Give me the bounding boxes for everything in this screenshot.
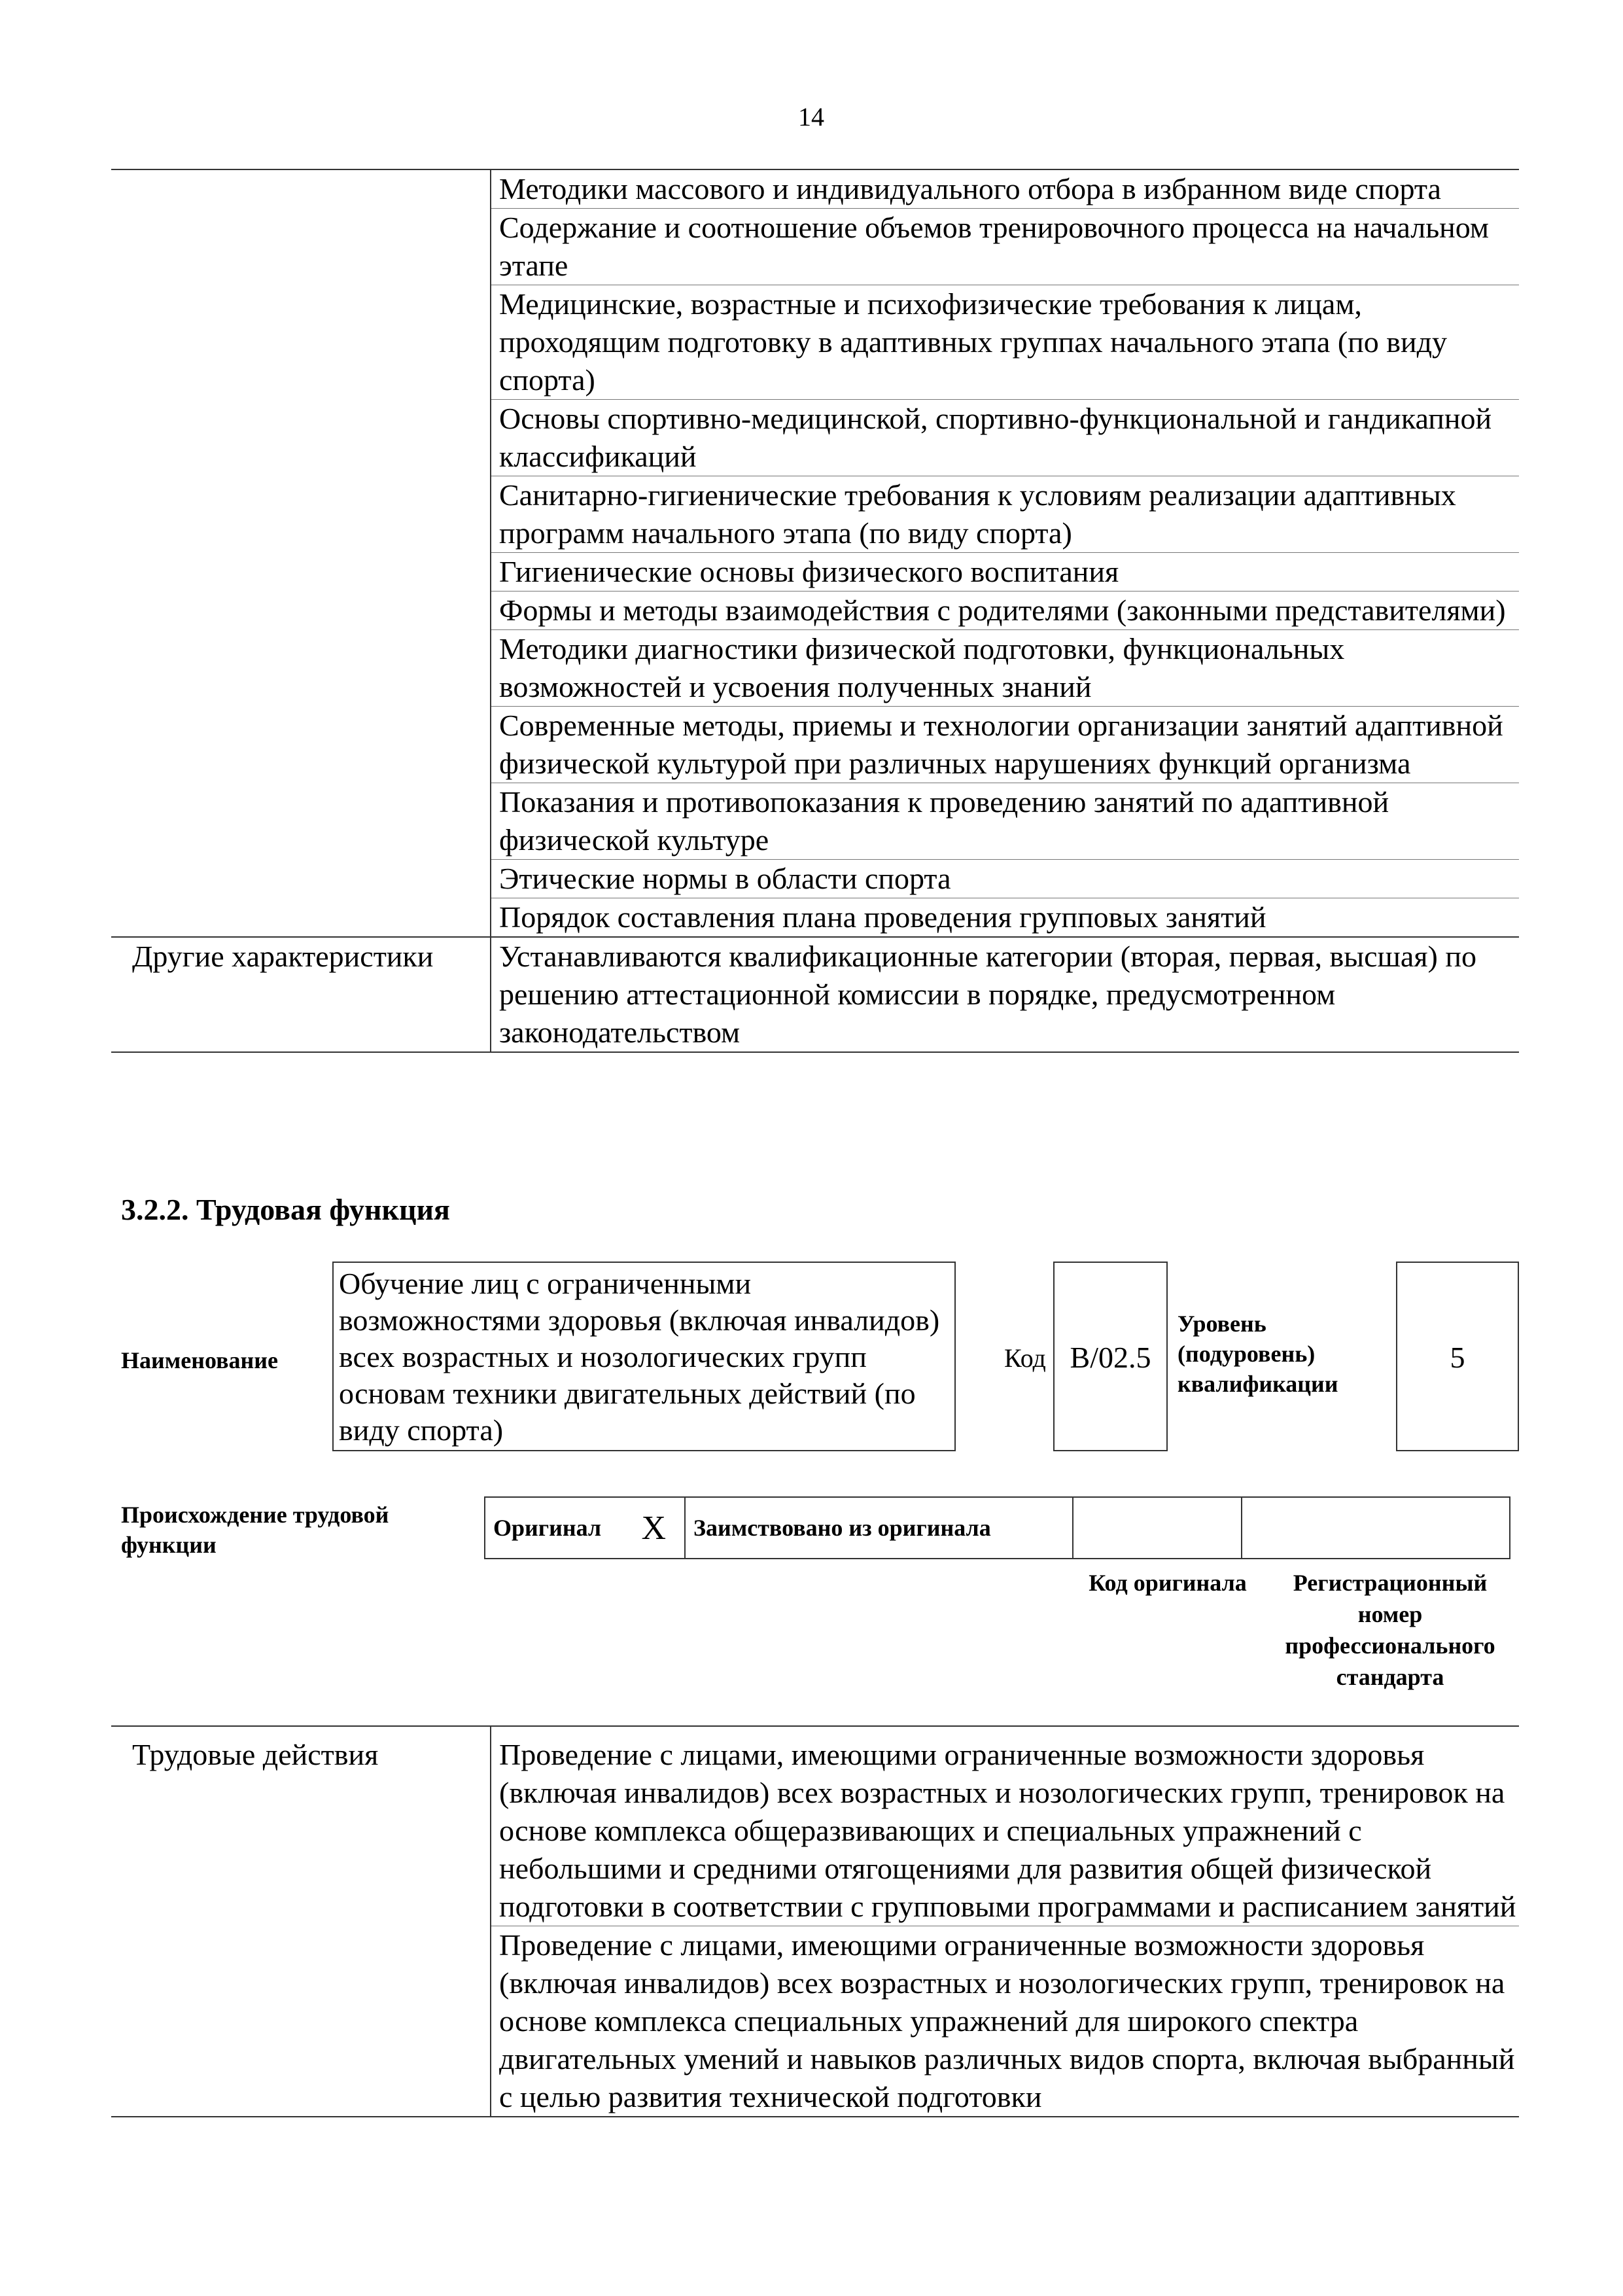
- knowledge-item: Этические нормы в области спорта: [491, 860, 1519, 898]
- level-box: 5: [1396, 1262, 1519, 1451]
- knowledge-item: Гигиенические основы физического воспитания: [491, 553, 1519, 592]
- origin-code-cell: [1073, 1497, 1242, 1559]
- section-title: 3.2.2. Трудовая функция: [121, 1193, 450, 1226]
- labor-actions-table: [111, 1725, 1519, 2117]
- other-characteristics-value: Устанавливаются квалификационные категории (вторая, первая, высшая) по решению аттестационной комиссии в порядке, предусмотренном законодательством: [491, 937, 1519, 1052]
- origin-code-caption: Код оригинала: [1089, 1570, 1247, 1596]
- origin-borrowed: Заимствовано из оригинала: [685, 1497, 1073, 1559]
- origin-reg-caption: Регистрационный номер профессионального стандарта: [1285, 1570, 1495, 1690]
- labor-action-item: Проведение с лицами, имеющими ограниченные возможности здоровья (включая инвалидов) всех возрастных и нозологических групп, тренировок на основе комплекса общеразвивающих и специальных упражнений с небольшими и средними отягощениями для развития общей физической подготовки в соответствии с групповыми программами и расписанием занятий: [491, 1726, 1519, 1926]
- knowledge-item: Методики диагностики физической подготовки, функциональных возможностей и усвоения полученных знаний: [491, 630, 1519, 707]
- origin-original: Оригинал: [485, 1497, 625, 1559]
- function-name-box: Обучение лиц с ограниченными возможностями здоровья (включая инвалидов) всех возрастных и нозологических групп основам техники двигательных действий (по виду спорта): [332, 1262, 956, 1451]
- knowledge-item: Формы и методы взаимодействия с родителями (законными представителями): [491, 592, 1519, 630]
- name-label: Наименование: [121, 1347, 278, 1373]
- knowledge-item: Содержание и соотношение объемов тренировочного процесса на начальном этапе: [491, 209, 1519, 285]
- knowledge-item: Основы спортивно-медицинской, спортивно-функциональной и гандикапной классификаций: [491, 400, 1519, 476]
- knowledge-item: Современные методы, приемы и технологии организации занятий адаптивной физической культурой при различных нарушениях функций организма: [491, 707, 1519, 783]
- origin-table: [484, 1496, 1510, 1559]
- labor-actions-label: Трудовые действия: [111, 1726, 491, 1926]
- level-label: Уровень (подуровень) квалификации: [1178, 1311, 1338, 1397]
- origin-mark: X: [625, 1497, 685, 1559]
- knowledge-item: Методики массового и индивидуального отбора в избранном виде спорта: [491, 169, 1519, 209]
- knowledge-item: Порядок составления плана проведения групповых занятий: [491, 898, 1519, 938]
- code-label: Код: [1004, 1343, 1046, 1373]
- page-number: 14: [798, 102, 824, 132]
- knowledge-item: Медицинские, возрастные и психофизические требования к лицам, проходящим подготовку в адаптивных группах начального этапа (по виду спорта): [491, 285, 1519, 400]
- origin-label: Происхождение трудовой функции: [121, 1502, 389, 1558]
- labor-action-item: Проведение с лицами, имеющими ограниченные возможности здоровья (включая инвалидов) всех возрастных и нозологических групп, тренировок на основе комплекса специальных упражнений для широкого спектра двигательных умений и навыков различных видов спорта, включая выбранный с целью развития технической подготовки: [491, 1926, 1519, 2117]
- knowledge-table: [111, 169, 1519, 1053]
- knowledge-item: Показания и противопоказания к проведению занятий по адаптивной физической культуре: [491, 783, 1519, 860]
- origin-reg-cell: [1242, 1497, 1510, 1559]
- knowledge-item: Санитарно-гигиенические требования к условиям реализации адаптивных программ начального этапа (по виду спорта): [491, 476, 1519, 553]
- other-characteristics-label: Другие характеристики: [111, 937, 491, 1052]
- code-box: B/02.5: [1053, 1262, 1168, 1451]
